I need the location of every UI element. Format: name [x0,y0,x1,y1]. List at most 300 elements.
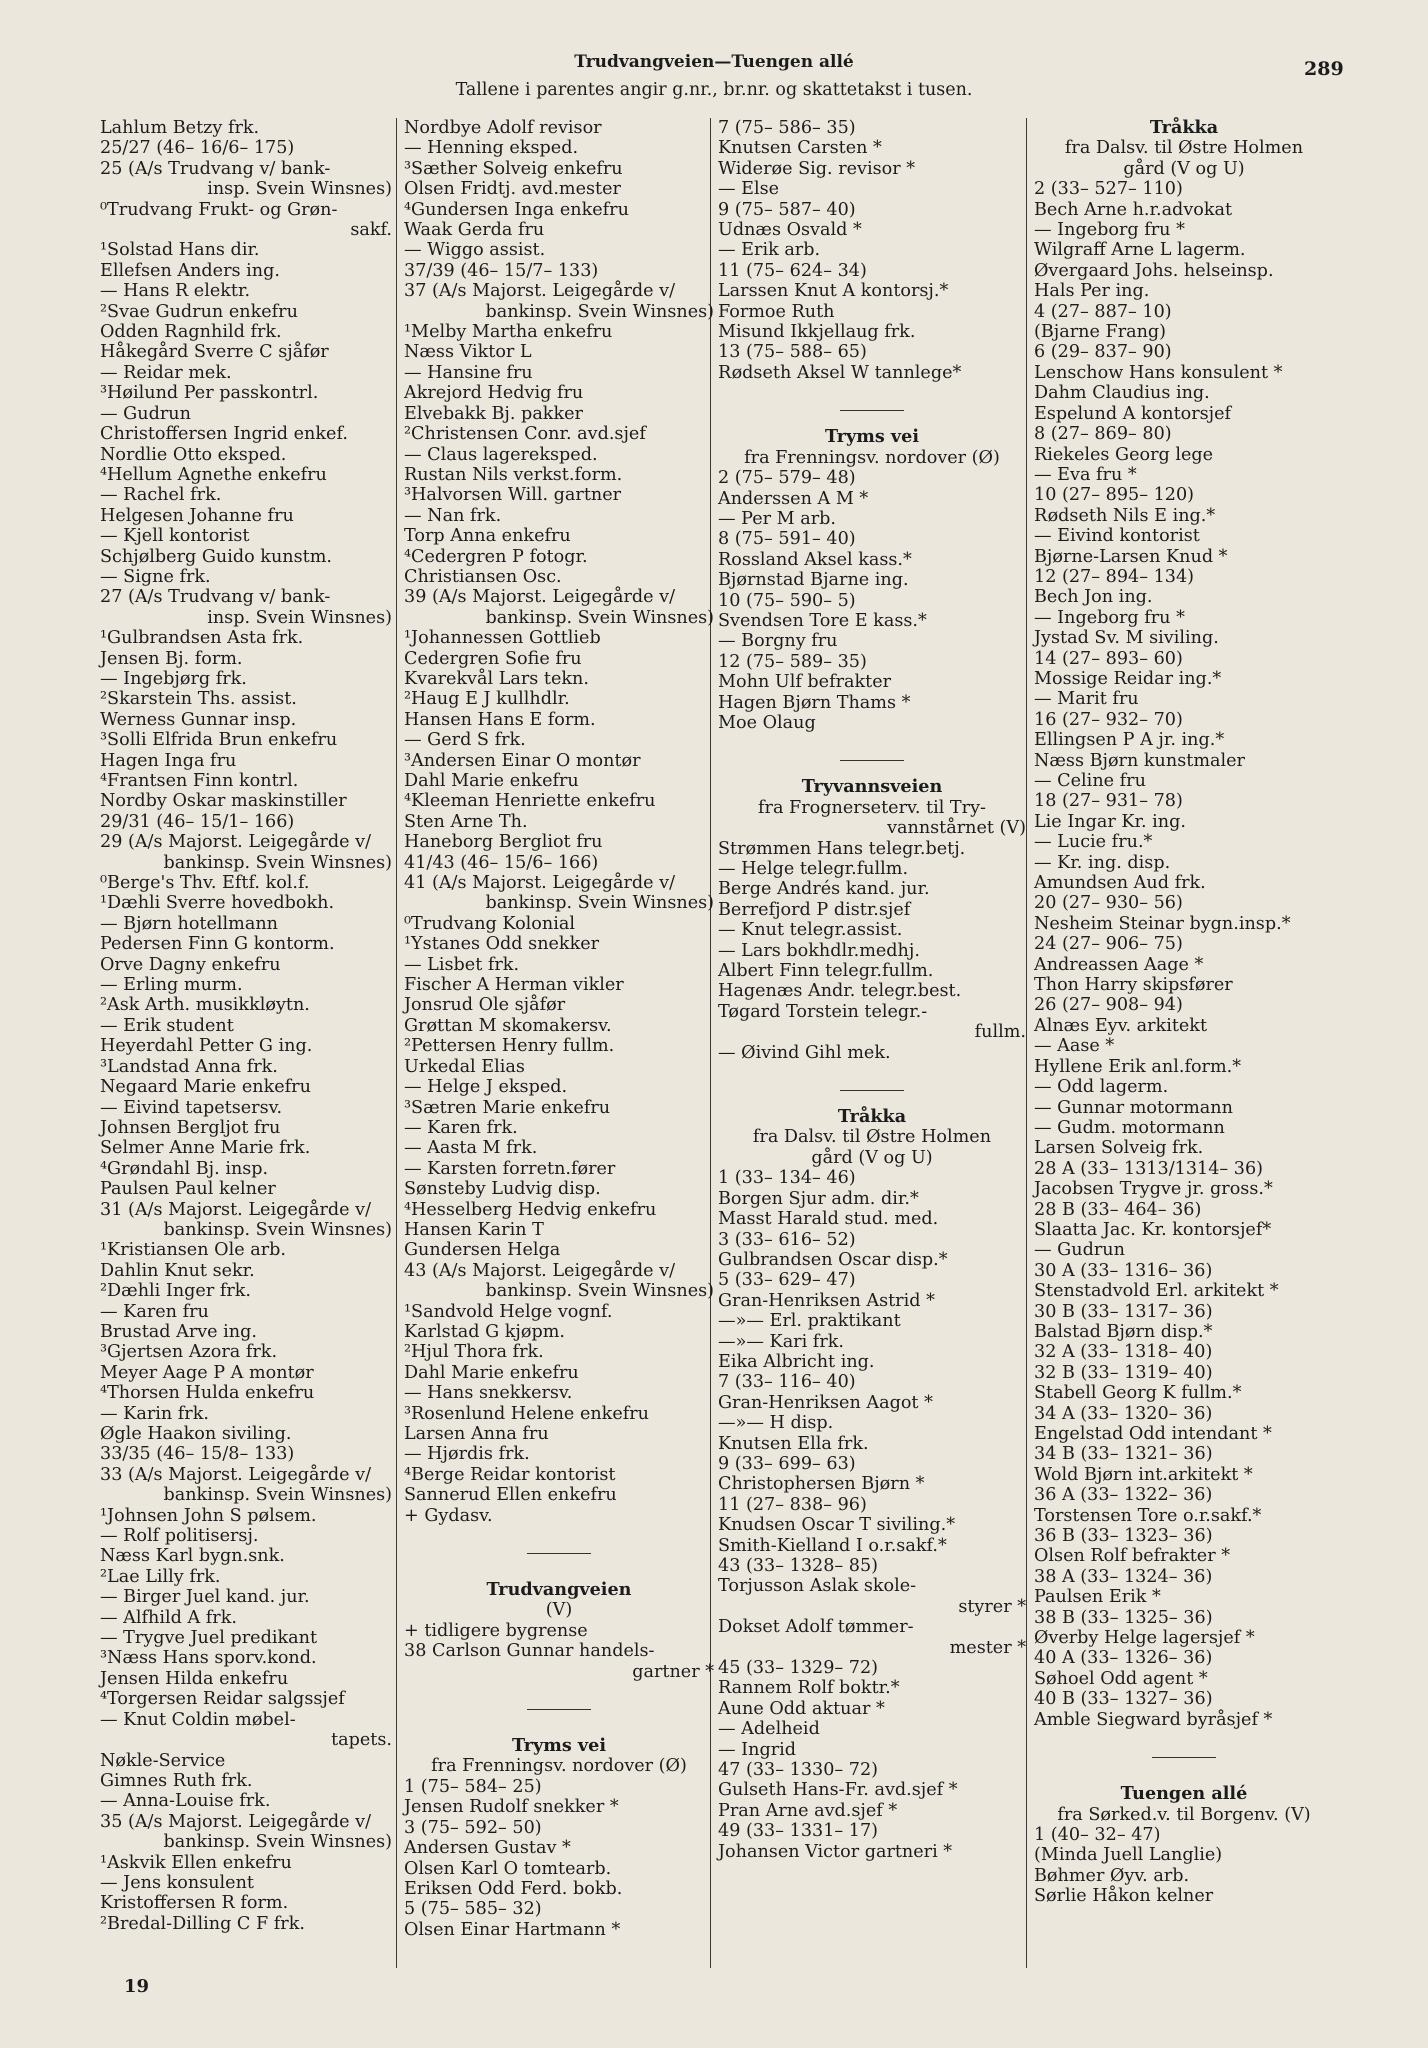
directory-line: fra Dalsv. til Østre Holmen [1064,138,1304,159]
directory-line: 38 Carlson Gunnar handels- [404,1641,655,1662]
directory-line: Gulseth Hans-Fr. avd.sjef * [718,1780,958,1801]
directory-line: — Karin frk. [100,1403,209,1424]
directory-line: ³Gjertsen Azora frk. [100,1342,278,1363]
directory-line: — Gudm. motormann [1034,1117,1225,1138]
directory-line: Paulsen Erik * [1034,1587,1161,1608]
directory-line: 32 A (33– 1318– 40) [1034,1342,1213,1363]
directory-line: Moe Olaug [718,712,816,733]
directory-line: ²Lae Lilly frk. [100,1566,221,1587]
directory-line: ⁴Kleeman Henriette enkefru [404,791,656,812]
page-footer-mark: 19 [124,1976,150,1997]
directory-line: 24 (27– 906– 75) [1034,934,1183,955]
directory-line: ³Halvorsen Will. gartner [404,485,622,506]
directory-line: — Aase * [1034,1036,1115,1057]
directory-line: Jensen Bj. form. [100,648,243,669]
directory-line: Andersen Gustav * [404,1838,571,1859]
directory-line: 18 (27– 931– 78) [1034,791,1183,812]
directory-line: Cedergren Sofie fru [404,648,582,669]
directory-line: Orve Dagny enkefru [100,954,281,975]
directory-line: 28 A (33– 1313/1314– 36) [1034,1158,1264,1179]
street-heading: Tryvannsveien [801,776,943,798]
directory-line: bankinsp. Svein Winsnes) [163,1485,392,1506]
directory-column-2 [404,118,714,1940]
directory-line: — Gunnar motormann [1034,1097,1233,1118]
directory-line: Sønsteby Ludvig disp. [404,1179,601,1200]
directory-line: — Rolf politisersj. [100,1526,259,1547]
directory-line: 5 (75– 585– 32) [404,1899,542,1920]
directory-line: ⁰Berge's Thv. Eftf. kol.f. [100,873,310,894]
street-heading: Tryms vei [824,426,920,448]
directory-line: Bjørne-Larsen Knud * [1034,546,1228,567]
spacer [718,1063,1026,1083]
directory-line: Waak Gerda fru [404,220,545,241]
directory-line: 16 (27– 932– 70) [1034,709,1183,730]
directory-line: Slaatta Jac. Kr. kontorsjef* [1034,1219,1272,1240]
directory-line: Jonsrud Ole sjåfør [404,995,566,1016]
directory-line: 34 A (33– 1320– 36) [1034,1403,1213,1424]
directory-line: ¹Johannessen Gottlieb [404,628,601,649]
directory-line: — Aasta M frk. [404,1138,538,1159]
directory-line: ³Landstad Anna frk. [100,1056,278,1077]
directory-line: Johnsen Bergljot fru [100,1117,281,1138]
directory-line: ¹Kristiansen Ole arb. [100,1240,286,1261]
directory-line: Strømmen Hans telegr.betj. [718,838,966,859]
directory-line: — Nan frk. [404,505,502,526]
directory-line: — Adelheid [718,1719,820,1740]
directory-line: Hals Per ing. [1034,281,1150,302]
directory-line: Johansen Victor gartneri * [718,1841,953,1862]
street-heading: Tryms vei [511,1735,607,1757]
directory-line: — Rachel frk. [100,485,222,506]
directory-line: Werness Gunnar insp. [100,709,297,730]
directory-line: insp. Svein Winsnes) [207,607,392,628]
directory-line: Mossige Reidar ing.* [1034,668,1222,689]
column-divider [396,118,397,1968]
directory-line: — Jens konsulent [100,1872,254,1893]
directory-line: 33/35 (46– 15/8– 133) [100,1444,295,1465]
directory-line: gård (V og U) [811,1147,933,1168]
street-heading: Trudvangveien [486,1579,632,1601]
directory-line: Helgesen Johanne fru [100,505,294,526]
page-number: 289 [1304,58,1344,80]
directory-line: insp. Svein Winsnes) [207,179,392,200]
spacer [718,383,1026,403]
directory-line: fra Frognerseterv. til Try- [758,797,986,818]
directory-line: Nordby Oskar maskinstiller [100,791,347,812]
directory-line: 3 (75– 592– 50) [404,1817,542,1838]
directory-line: (V) [545,1600,573,1621]
directory-line: — Ingeborg fru * [1034,607,1185,628]
directory-line: 40 B (33– 1327– 36) [1034,1689,1213,1710]
directory-line: Urkedal Elias [404,1056,525,1077]
directory-line: Knutsen Carsten * [718,138,882,159]
directory-line: Jacobsen Trygve jr. gross.* [1034,1179,1273,1200]
directory-line: Hansen Hans E form. [404,709,596,730]
directory-line: Bøhmer Øyv. arb. [1034,1865,1190,1886]
directory-line: Aune Odd aktuar * [718,1698,885,1719]
directory-line: ⁰Trudvang Kolonial [404,913,575,934]
directory-line: 32 B (33– 1319– 40) [1034,1362,1213,1383]
directory-line: — Erik arb. [718,240,821,261]
directory-line: Mohn Ulf befrakter [718,672,892,693]
directory-line: ²Svae Gudrun enkefru [100,301,298,322]
directory-line: — Else [718,179,780,200]
directory-line: Schjølberg Guido kunstm. [100,546,333,567]
directory-line: Larsen Anna fru [404,1424,549,1444]
directory-line: Bech Arne h.r.advokat [1034,199,1233,220]
directory-line: Amundsen Aud frk. [1034,873,1206,894]
directory-column-4 [1034,118,1334,1907]
directory-line: ³Sæther Solveig enkefru [404,158,623,179]
directory-line: ¹Dæhli Sverre hovedbokh. [100,893,335,914]
directory-line: Olsen Fridtj. avd.mester [404,179,621,200]
directory-line: ²Pettersen Henry fullm. [404,1036,615,1057]
directory-line: ³Høilund Per passkontrl. [100,383,319,404]
directory-line: — Gerd S frk. [404,730,526,751]
directory-line: + tidligere bygrense [404,1620,588,1641]
directory-line: Thon Harry skipsfører [1034,975,1233,996]
directory-line: Riekeles Georg lege [1034,444,1214,465]
directory-line: ²Ask Arth. musikkløytn. [100,995,310,1016]
directory-line: 37 (A/s Majorst. Leigegårde v/ [404,281,676,302]
directory-line: Albert Finn telegr.fullm. [718,961,934,982]
directory-line: ³Næss Hans sporv.kond. [100,1648,317,1669]
directory-line: — Borgny fru [718,631,838,652]
directory-line: Rødseth Nils E ing.* [1034,505,1216,526]
directory-line: Ellefsen Anders ing. [100,260,280,281]
spacer [404,1682,714,1702]
directory-line: Øgle Haakon siviling. [100,1424,292,1444]
directory-line: Jensen Rudolf snekker * [404,1797,619,1818]
directory-line: Gulbrandsen Oscar disp.* [718,1249,948,1270]
directory-column-1 [100,118,392,1934]
directory-line: ¹Askvik Ellen enkefru [100,1852,292,1873]
directory-line: Larsen Solveig frk. [1034,1138,1204,1159]
street-heading: Tråkka [837,1106,907,1128]
directory-line: Øvergaard Johs. helseinsp. [1034,260,1274,281]
directory-line: — Celine fru [1034,771,1146,791]
directory-line: — Karsten forretn.fører [404,1158,616,1179]
page-title: Trudvangveien—Tuengen allé [574,52,854,72]
directory-line: 37/39 (46– 15/7– 133) [404,260,599,281]
directory-line: Selmer Anne Marie frk. [100,1138,311,1159]
directory-line: Gran-Henriksen Astrid * [718,1290,935,1311]
directory-line: Lahlum Betzy frk. [100,118,260,138]
directory-line: Ellingsen P A jr. ing.* [1034,730,1225,751]
directory-line: tapets. [331,1730,392,1751]
directory-line: Dokset Adolf tømmer- [718,1617,914,1638]
directory-line: Formoe Ruth [718,301,835,322]
directory-line: Gundersen Helga [404,1240,561,1261]
directory-line: 31 (A/s Majorst. Leigegårde v/ [100,1199,372,1220]
directory-line: 29 (A/s Majorst. Leigegårde v/ [100,832,372,853]
directory-line: — Anna-Louise frk. [100,1791,271,1812]
directory-line: 8 (75– 591– 40) [718,529,856,550]
directory-line: Christoffersen Ingrid enkef. [100,424,348,445]
directory-line: Christiansen Osc. [404,566,562,587]
directory-line: 1 (40– 32– 47) [1034,1824,1161,1845]
section-separator [718,1083,1026,1097]
directory-line: bankinsp. Svein Winsnes) [163,1219,392,1240]
directory-line: ²Skarstein Ths. assist. [100,689,297,710]
directory-line: 34 B (33– 1321– 36) [1034,1444,1213,1465]
directory-line: 28 B (33– 464– 36) [1034,1199,1202,1220]
directory-line: mester * [949,1637,1026,1658]
directory-line: — Signe frk. [100,566,211,587]
directory-line: 26 (27– 908– 94) [1034,995,1183,1016]
directory-line: — Kr. ing. disp. [1034,852,1171,873]
directory-line: ¹Johnsen John S pølsem. [100,1505,317,1526]
directory-line: Torp Anna enkefru [404,526,571,547]
directory-line: Hyllene Erik anl.form.* [1034,1056,1242,1077]
directory-line: Odden Ragnhild frk. [100,322,282,343]
directory-line: Rossland Aksel kass.* [718,549,912,570]
directory-line: — Karen fru [100,1301,209,1322]
directory-line: ¹Solstad Hans dir. [100,240,260,261]
section-separator [718,403,1026,417]
directory-line: 10 (27– 895– 120) [1034,485,1195,506]
directory-line: ⁴Gundersen Inga enkefru [404,199,629,220]
directory-line: 29/31 (46– 15/1– 166) [100,811,295,832]
directory-line: Næss Viktor L [404,342,532,363]
directory-column-3 [718,118,1026,1862]
directory-line: — Trygve Juel predikant [100,1628,318,1649]
directory-line: — Kjell kontorist [100,526,250,547]
directory-line: + Gydasv. [404,1505,493,1526]
directory-line: Berge Andrés kand. jur. [718,879,930,900]
directory-line: Misund Ikkjellaug frk. [718,322,916,343]
directory-line: — Reidar mek. [100,362,232,383]
directory-line: —»— H disp. [718,1413,834,1434]
directory-line: Engelstad Odd intendant * [1034,1424,1272,1444]
directory-line: Dahlin Knut sekr. [100,1260,255,1281]
directory-line: 41/43 (46– 15/6– 166) [404,852,599,873]
directory-line: 1 (75– 584– 25) [404,1776,542,1797]
directory-line: ⁴Berge Reidar kontorist [404,1464,616,1485]
directory-line: Wilgraff Arne L lagerm. [1034,240,1246,261]
directory-line: ¹Gulbrandsen Asta frk. [100,628,304,649]
directory-line: — Gudrun [100,403,191,424]
directory-line: 30 B (33– 1317– 36) [1034,1301,1213,1322]
directory-line: — Birger Juel kand. jur. [100,1587,310,1608]
directory-line: Kristoffersen R form. [100,1893,289,1914]
directory-line: — Erling murm. [100,975,243,996]
directory-line: Hagen Bjørn Thams * [718,692,911,713]
directory-line: — Hansine fru [404,362,533,383]
directory-line: 9 (33– 699– 63) [718,1453,856,1474]
directory-line: 20 (27– 930– 56) [1034,893,1183,914]
directory-line: Wold Bjørn int.arkitekt * [1034,1464,1253,1485]
directory-line: styrer * [958,1596,1026,1617]
directory-line: Hagen Inga fru [100,750,237,771]
directory-line: Næss Karl bygn.snk. [100,1546,285,1567]
directory-line: Kvarekvål Lars tekn. [404,668,589,689]
directory-line: ²Dæhli Inger frk. [100,1281,252,1302]
directory-line: Bech Jon ing. [1034,587,1153,608]
directory-line: Pedersen Finn G kontorm. [100,934,335,955]
directory-line: Berrefjord P distr.sjef [718,899,911,920]
directory-line: — Erik student [100,1015,234,1036]
directory-line: bankinsp. Svein Winsnes) [163,852,392,873]
directory-line: Karlstad G kjøpm. [404,1321,566,1342]
directory-line: — Øivind Gihl mek. [718,1042,891,1063]
spacer [404,1716,714,1736]
directory-line: Fischer A Herman vikler [404,975,624,996]
directory-line: Bjørnstad Bjarne ing. [718,570,909,591]
directory-line: Sannerud Ellen enkefru [404,1485,617,1506]
spacer [718,733,1026,753]
directory-line: 40 A (33– 1326– 36) [1034,1648,1213,1669]
directory-line: Dahl Marie enkefru [404,771,579,791]
directory-line: ¹Sandvold Helge vognf. [404,1301,613,1322]
directory-line: —»— Erl. praktikant [718,1311,901,1332]
directory-line: ²Haug E J kullhdlr. [404,689,570,710]
directory-line: 9 (75– 587– 40) [718,199,856,220]
directory-line: Eriksen Odd Ferd. bokb. [404,1878,623,1899]
directory-line: ²Bredal-Dilling C F frk. [100,1913,305,1934]
directory-line: Tøgard Torstein telegr.- [718,1001,928,1022]
directory-line: 2 (33– 527– 110) [1034,179,1183,200]
directory-line: — Helge J eksped. [404,1077,568,1098]
directory-line: — Karen frk. [404,1117,518,1138]
directory-line: ³Sætren Marie enkefru [404,1097,611,1118]
spacer [404,1560,714,1580]
directory-line: Haneborg Bergliot fru [404,832,603,853]
directory-line: 13 (75– 588– 65) [718,342,867,363]
directory-line: Gran-Henriksen Aagot * [718,1392,933,1413]
directory-line: 36 B (33– 1323– 36) [1034,1526,1213,1547]
directory-line: bankinsp. Svein Winsnes) [485,893,714,914]
directory-line: Brustad Arve ing. [100,1321,257,1342]
directory-line: — Alfhild A frk. [100,1607,237,1628]
directory-line: Sten Arne Th. [404,811,528,832]
directory-line: Elvebakk Bj. pakker [404,403,583,424]
directory-line: fra Dalsv. til Østre Holmen [752,1127,992,1148]
directory-line: Negaard Marie enkefru [100,1077,311,1098]
directory-line: sakf. [350,220,392,241]
section-separator [1034,1750,1334,1764]
street-heading: Tuengen allé [1120,1783,1248,1805]
directory-line: 8 (27– 869– 80) [1034,424,1172,445]
directory-line: 5 (33– 629– 47) [718,1270,856,1291]
section-separator [404,1546,714,1560]
directory-line: Andreassen Aage * [1034,954,1204,975]
directory-line: Stabell Georg K fullm.* [1034,1383,1242,1404]
directory-line: Knudsen Oscar T siviling.* [718,1515,956,1536]
directory-line: — Lisbet frk. [404,954,520,975]
directory-line: fra Frenningsv. nordover (Ø) [431,1756,687,1777]
directory-line: Paulsen Paul kelner [100,1179,276,1200]
spacer [1034,1764,1334,1784]
directory-line: 43 (A/s Majorst. Leigegårde v/ [404,1260,676,1281]
directory-line: bankinsp. Svein Winsnes) [163,1832,392,1853]
directory-line: Amble Siegward byråsjef * [1034,1709,1273,1730]
directory-line: — Per M arb. [718,508,837,529]
directory-line: Knutsen Ella frk. [718,1433,869,1454]
directory-line: Dahm Claudius ing. [1034,383,1210,404]
directory-line: Heyerdahl Petter G ing. [100,1036,313,1057]
directory-line: Svendsen Tore E kass.* [718,610,927,631]
directory-line: Nordlie Otto eksped. [100,444,287,465]
directory-line: ⁰Trudvang Frukt- og Grøn- [100,199,338,220]
directory-line: ³Andersen Einar O montør [404,750,641,771]
directory-line: ⁴Hesselberg Hedvig enkefru [404,1199,657,1220]
directory-line: Torjusson Aslak skole- [718,1576,917,1597]
directory-line: ¹Melby Martha enkefru [404,322,613,343]
directory-line: 39 (A/s Majorst. Leigegårde v/ [404,587,676,608]
directory-line: 27 (A/s Trudvang v/ bank- [100,587,331,608]
directory-line: ¹Ystanes Odd snekker [404,934,600,955]
directory-line: — Ingebjørg frk. [100,668,247,689]
directory-line: fullm. [974,1022,1026,1043]
directory-line: Nøkle-Service [100,1750,226,1771]
directory-line: Larssen Knut A kontorsj.* [718,281,949,302]
directory-line: 35 (A/s Majorst. Leigegårde v/ [100,1811,372,1832]
directory-line: Christophersen Bjørn * [718,1474,925,1495]
directory-line: — Knut telegr.assist. [718,920,903,941]
directory-line: 43 (33– 1328– 85) [718,1556,879,1576]
directory-line: Anderssen A M * [718,488,869,509]
directory-line: Olsen Einar Hartmann * [404,1919,621,1940]
directory-line: Widerøe Sig. revisor * [718,158,916,179]
directory-line: — Hjørdis frk. [404,1444,530,1465]
directory-line: 12 (75– 589– 35) [718,651,867,672]
directory-line: gård (V og U) [1123,158,1245,179]
directory-line: (Minda Juell Langlie) [1034,1845,1223,1866]
directory-line: Alnæs Eyv. arkitekt [1034,1015,1208,1036]
directory-line: Håkegård Sverre C sjåfør [100,342,329,363]
directory-line: — Lucie fru.* [1034,832,1153,853]
column-divider [1026,118,1027,1968]
directory-line: Nordbye Adolf revisor [404,118,602,138]
directory-line: — Eivind kontorist [1034,526,1200,547]
directory-line: — Eivind tapetsersv. [100,1097,283,1118]
directory-line: — Hans R elektr. [100,281,251,302]
directory-line: fra Frenningsv. nordover (Ø) [744,447,1000,468]
directory-line: Pran Arne avd.sjef * [718,1800,898,1821]
directory-line: 11 (27– 838– 96) [718,1494,867,1515]
directory-line: Grøttan M skomakersv. [404,1015,612,1036]
directory-line: 7 (75– 586– 35) [718,118,856,138]
spacer [404,1526,714,1546]
directory-line: ⁴Thorsen Hulda enkefru [100,1383,315,1404]
directory-line: — Knut Coldin møbel- [100,1709,296,1730]
directory-line: 10 (75– 590– 5) [718,590,856,611]
street-heading: Tråkka [1149,117,1219,138]
directory-line: ⁴Hellum Agnethe enkefru [100,464,327,485]
directory-line: vannstårnet (V) [887,818,1026,839]
directory-line: Gimnes Ruth frk. [100,1770,253,1791]
directory-line: Masst Harald stud. med. [718,1209,939,1230]
directory-line: Eika Albricht ing. [718,1351,875,1372]
directory-line: Jensen Hilda enkefru [100,1668,289,1689]
directory-line: Borgen Sjur adm. dir.* [718,1188,919,1209]
directory-line: 38 A (33– 1324– 36) [1034,1566,1213,1587]
directory-line: — Wiggo assist. [404,240,546,261]
directory-line: ⁴Frantsen Finn kontrl. [100,771,299,791]
directory-line: ⁴Torgersen Reidar salgssjef [100,1689,345,1710]
directory-line: ³Rosenlund Helene enkefru [404,1403,650,1424]
directory-line: 1 (33– 134– 46) [718,1168,856,1189]
directory-line: Rødseth Aksel W tannlege* [718,362,962,383]
directory-line: —»— Kari frk. [718,1331,844,1352]
directory-line: ⁴Cedergren P fotogr. [404,546,588,567]
directory-line: 3 (33– 616– 52) [718,1229,856,1250]
directory-line: 6 (29– 837– 90) [1034,342,1172,363]
directory-line: — Henning eksped. [404,138,579,159]
directory-line: bankinsp. Svein Winsnes) [485,1281,714,1302]
directory-line: (Bjarne Frang) [1034,322,1167,343]
